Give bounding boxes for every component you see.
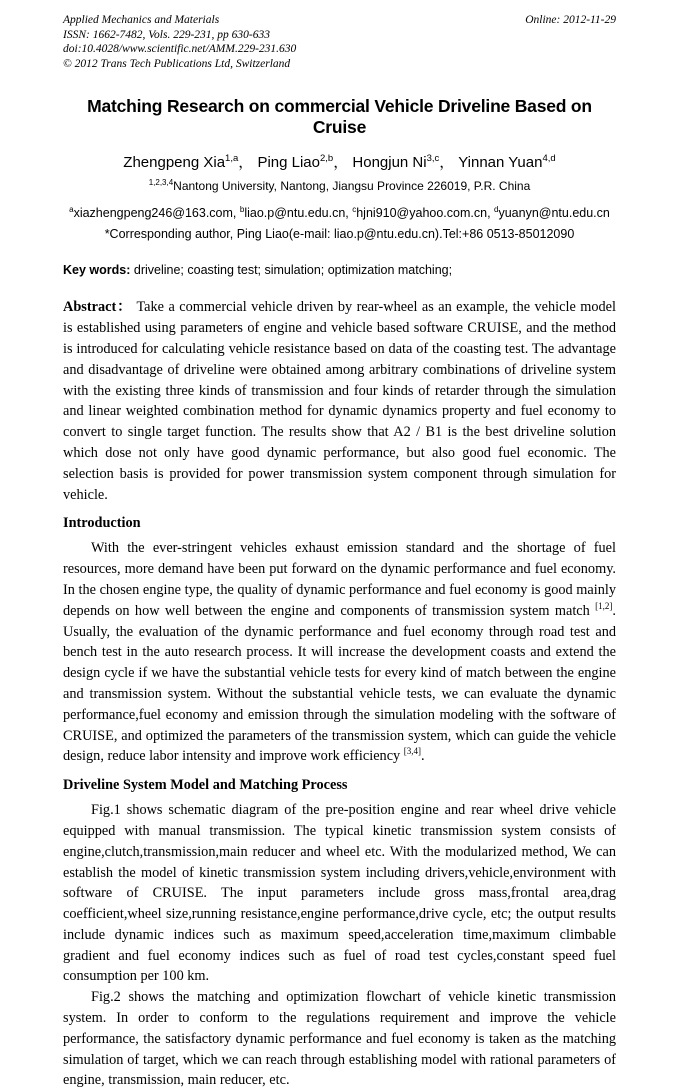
keywords-label: Key words: <box>63 263 131 278</box>
author-sup: 1,a <box>225 153 239 165</box>
journal-name: Applied Mechanics and Materials <box>63 14 220 26</box>
author-name: Hongjun Ni <box>352 154 427 172</box>
authors-line: Zhengpeng Xia$^{1,a}$， Ping Liao$^{2,b}$， Hongjun Ni$^{3,c}$， Yinnan Yuan$^{4,d}$ <box>123 153 556 172</box>
journal-info-block <box>63 13 296 71</box>
paper-title: Matching Research on commercial Vehicle Driveline Based on Cruise <box>87 96 592 138</box>
keywords <box>63 263 616 277</box>
email-sup: c <box>352 205 357 215</box>
emails-line: $^a$xiazhengpeng246@163.com, $^b$liao.p@ntu.edu.cn, $^c$hjni910@yahoo.com.cn, $^d$yuanyn@ntu.edu.cn <box>69 205 610 221</box>
section-heading: Driveline System Model and Matching Process <box>63 777 348 794</box>
abstract <box>63 297 616 505</box>
journal-header <box>63 13 616 71</box>
abstract-label: Abstract： <box>63 299 133 316</box>
affiliation-sup: 1,2,3,4 <box>148 178 174 188</box>
email-address: xiazhengpeng246@163.com <box>73 206 233 221</box>
author-name: Yinnan Yuan <box>458 154 543 172</box>
affiliation-text: Nantong University, Nantong, Jiangsu Province 226019, P.R. China <box>173 179 531 194</box>
affiliation <box>63 179 616 193</box>
issn-line: ISSN: 1662-7482, Vols. 229-231, pp 630-633 <box>63 28 270 41</box>
abstract-text: Take a commercial vehicle driven by rear-wheel as an example, the vehicle model is established using parameters of engine and vehicle based software CRUISE, and the method is introduced for calculating vehicle resistance based on data of the coasting test. The advantage and disadvantage of driveline were obtained among arbitrary combinations of driveline system with the existing three kinds of transmission and four kinds of retarder through the simulation and linear weighted combination method for dynamic dynamics property and fuel economy to convert to single target function. The results show that A2 / B1 is the best driveline solution which dose not only have good dynamic performance, but also good fuel economic. The selection basis is provided for power transmission system component through simulation for vehicle. <box>63 299 616 503</box>
author-name: Zhengpeng Xia <box>123 154 226 172</box>
section-heading: Introduction <box>63 515 141 532</box>
author-sup: 3,c <box>426 153 440 165</box>
paper-body <box>63 515 616 1091</box>
email-address: hjni910@yahoo.com.cn <box>356 206 488 221</box>
email-address: liao.p@ntu.edu.cn <box>244 206 346 221</box>
online-date: Online: 2012-11-29 <box>525 14 616 26</box>
copyright-line: © 2012 Trans Tech Publications Ltd, Switzerland <box>63 57 291 70</box>
author-sup: 2,b <box>320 153 334 165</box>
citation-sup: [3,4] <box>403 746 422 757</box>
keywords-text: driveline; coasting test; simulation; optimization matching; <box>133 263 453 278</box>
author-name: Ping Liao <box>257 154 320 172</box>
corresponding-author: *Corresponding author, Ping Liao(e-mail: liao.p@ntu.edu.cn).Tel:+86 0513-85012090 <box>104 227 575 242</box>
body-paragraph: Fig.2 shows the matching and optimization flowchart of vehicle kinetic transmission system. In order to conform to the regulations requirement and improve the vehicle performance, the satisfactory dynamic performance and fuel economy is taken as the matching simulation of target, which we can reach through establishing model with rational parameters of engine, transmission, main reducer, etc. <box>63 989 616 1089</box>
email-sup: d <box>494 205 499 215</box>
citation-sup: [1,2] <box>595 600 613 611</box>
email-sup: a <box>69 205 74 215</box>
body-paragraph: Fig.1 shows schematic diagram of the pre-position engine and rear wheel drive vehicle equipped with manual transmission. The typical kinetic transmission system consists of engine,clutch,transmission,main reducer and wheel etc. With the modularized method, We can establish the model of kinetic transmission system including drivers,vehicle,environment with software of CRUISE. The input parameters include gross mass,frontal area,drag coefficient,wheel size,running resistance,engine performance,drive cycle, etc; the output results include dynamic indices such as maximum speed,acceleration time,maximum climbable gradient and fuel economy indices such as fuel of road test cycles,constant speed fuel consumption per 100 km. <box>63 802 616 985</box>
email-address: yuanyn@ntu.edu.cn <box>498 206 610 221</box>
doi-line: doi:10.4028/www.scientific.net/AMM.229-231.630 <box>63 43 297 56</box>
author-sup: 4,d <box>542 153 556 165</box>
email-sup: b <box>239 205 245 215</box>
body-paragraph: With the ever-stringent vehicles exhaust emission standard and the shortage of fuel resources, more demand have been put forward on the dynamic performance and fuel economy. In the chosen engine type, the quality of dynamic performance and fuel economy is good mainly depends on how well between the engine and components of transmission system match [1,2]. Usually, the evaluation of the dynamic performance and fuel economy through road test and bench test in the auto research process. It will increase the development coasts and extend the design cycle if we have the substantial vehicle tests for every kind of match between the engine and transmission system. Without the substantial vehicle tests, we can evaluate the dynamic performance,fuel economy and emission through the simulation modeling with the software of CRUISE, and optimized the parameters of the transmission system, which can guide the vehicle design, reduce labor intensity and improve work efficiency [3,4]. <box>63 540 616 765</box>
